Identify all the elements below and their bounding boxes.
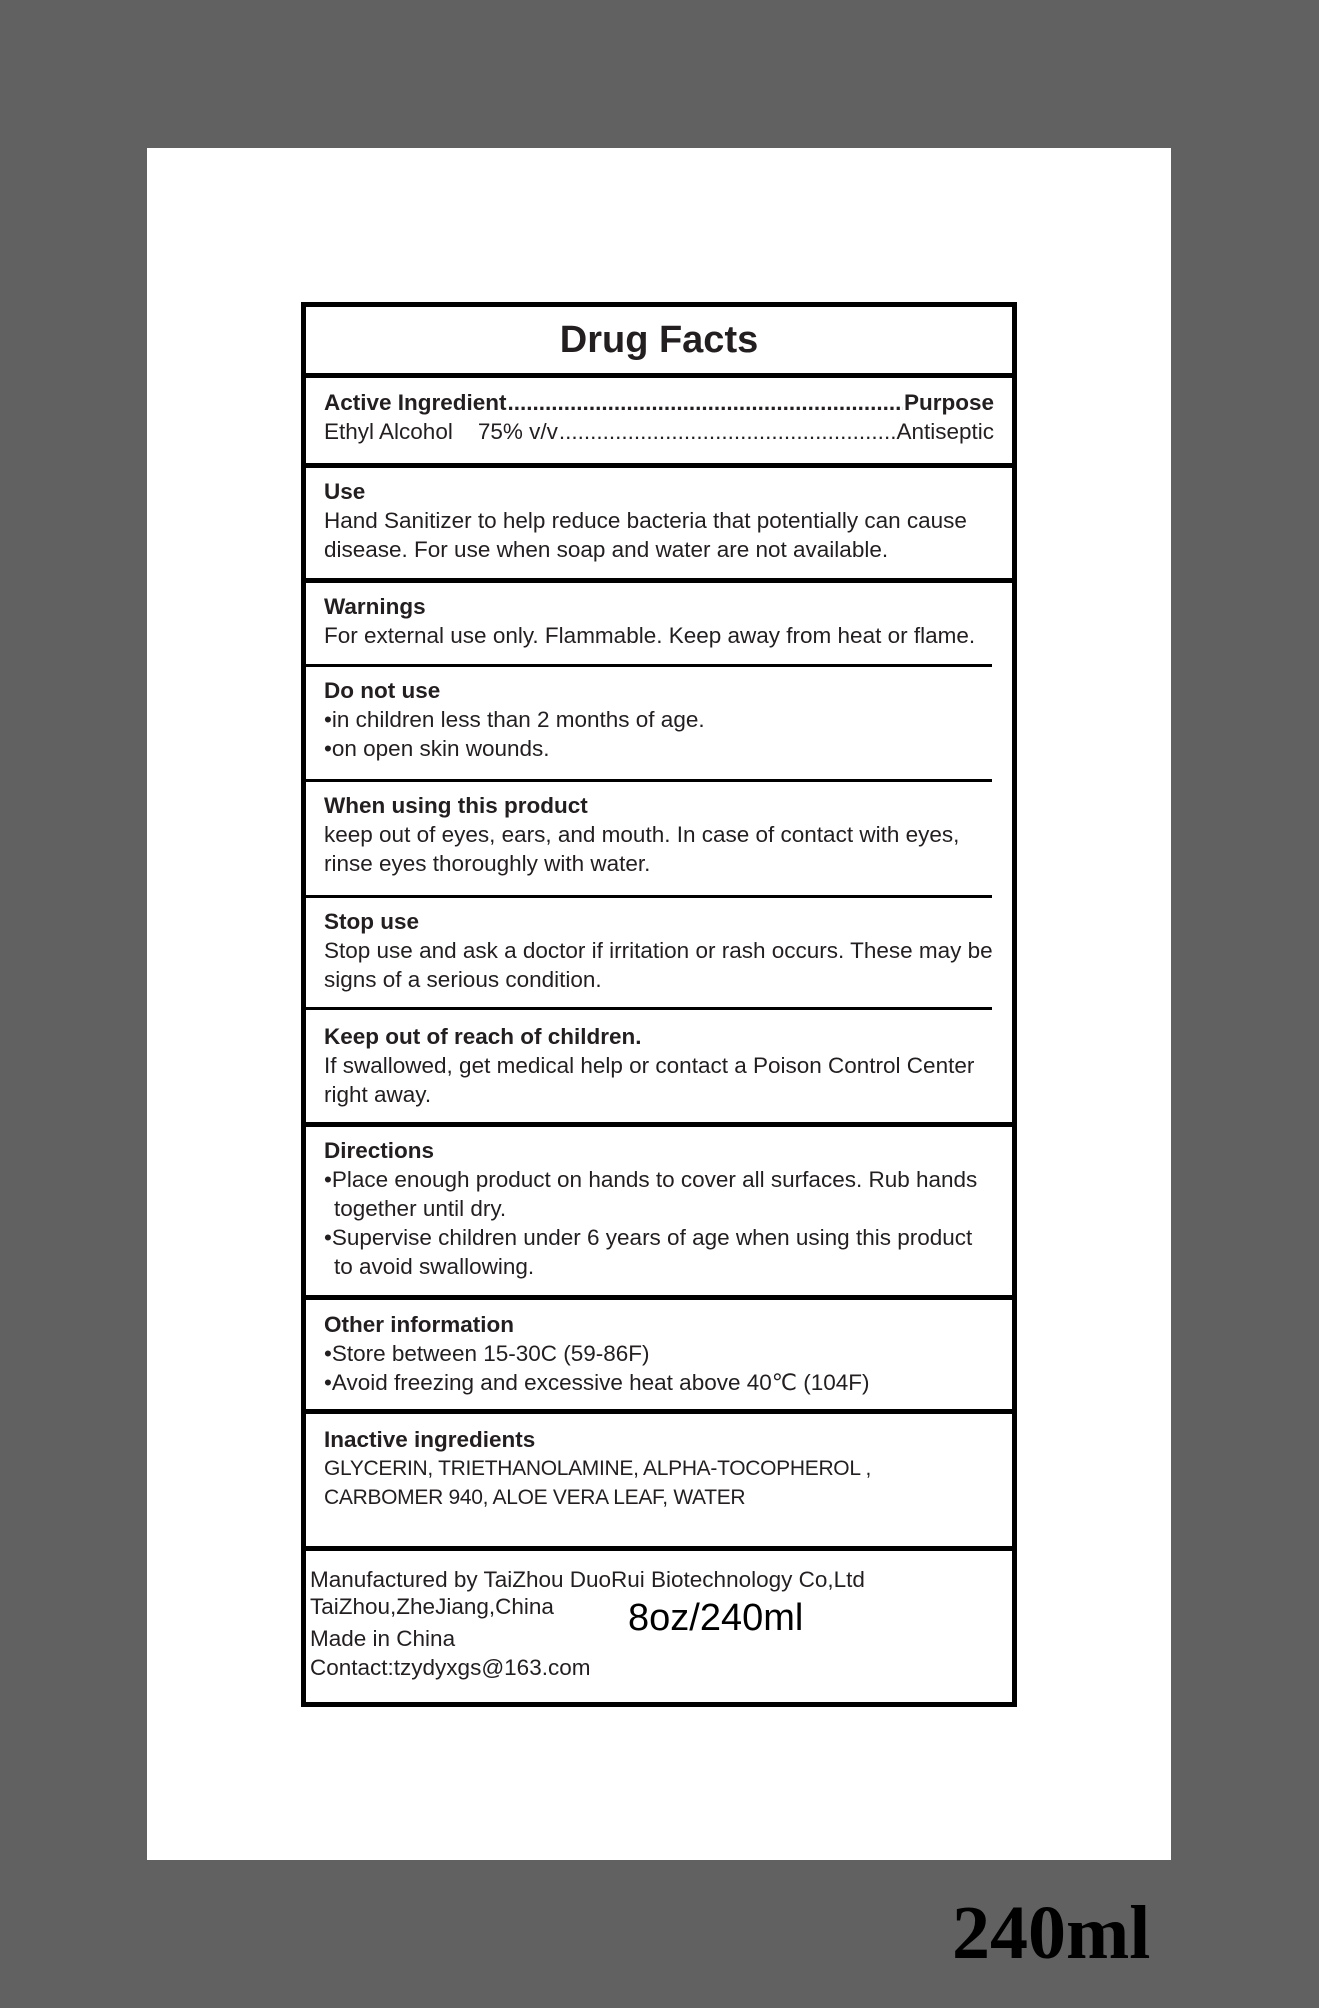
do-not-use-section [306,667,1012,779]
ingredient-strength: 75% v/v [477,419,558,444]
active-ingredient-section [306,378,1012,468]
drug-facts-panel [301,302,1017,1707]
use-section [306,468,1012,583]
purpose-value: Antiseptic [896,419,994,444]
manufacturer-location: TaiZhou,ZheJiang,China [310,1594,554,1619]
list-item: •Supervise children under 6 years of age when using this product to avoid swallowing. [324,1225,973,1279]
inactive-ingredients-section [306,1414,1012,1551]
stop-use-text: Stop use and ask a doctor if irritation or rash occurs. These may be signs of a serious condition. [324,938,993,992]
other-information-heading: Other information [324,1312,514,1337]
net-contents: 8oz/240ml [628,1597,804,1639]
warnings-section [306,583,1012,665]
list-item: •Store between 15-30C (59-86F) [324,1341,650,1366]
leader-dots [508,388,903,417]
use-text: Hand Sanitizer to help reduce bacteria that potentially can cause disease. For use when soap and water are not available. [324,508,967,562]
list-item: •on open skin wounds. [324,736,550,761]
stop-use-section [306,898,1012,1010]
volume-label: 240ml [952,1891,1151,1975]
keep-out-section [306,1010,1012,1127]
page-title: Drug Facts [559,319,759,361]
when-using-text: keep out of eyes, ears, and mouth. In case of contact with eyes, rinse eyes thoroughly with water. [324,822,960,876]
do-not-use-heading: Do not use [324,678,441,703]
when-using-section [306,782,1012,895]
leader-dots [559,417,896,446]
keep-out-text: If swallowed, get medical help or contact a Poison Control Center right away. [324,1053,975,1107]
list-item: •Place enough product on hands to cover all surfaces. Rub hands together until dry. [324,1167,978,1221]
origin-text: Made in China [310,1626,456,1651]
stop-use-heading: Stop use [324,909,420,934]
list-item: •in children less than 2 months of age. [324,707,705,732]
inactive-ingredients-line: CARBOMER 940, ALOE VERA LEAF, WATER [324,1486,746,1509]
warnings-heading: Warnings [324,594,426,619]
drug-facts-title [306,307,1012,378]
purpose-heading: Purpose [903,390,994,415]
when-using-heading: When using this product [324,793,588,818]
keep-out-heading: Keep out of reach of children. [324,1024,642,1049]
contact-text: Contact:tzydyxgs@163.com [310,1655,591,1680]
list-item: •Avoid freezing and excessive heat above 40℃ (104F) [324,1370,870,1395]
ingredient-name: Ethyl Alcohol [324,419,453,444]
manufacturer-section [306,1551,1012,1702]
use-heading: Use [324,479,366,504]
inactive-ingredients-heading: Inactive ingredients [324,1427,536,1452]
warnings-text: For external use only. Flammable. Keep away from heat or flame. [324,623,976,648]
inactive-ingredients-line: GLYCERIN, TRIETHANOLAMINE, ALPHA-TOCOPHEROL , [324,1457,872,1480]
directions-heading: Directions [324,1138,435,1163]
active-ingredient-heading: Active Ingredient [324,390,507,415]
other-information-section [306,1300,1012,1414]
manufacturer-name: Manufactured by TaiZhou DuoRui Biotechnology Co,Ltd [310,1567,865,1592]
directions-section [306,1127,1012,1300]
